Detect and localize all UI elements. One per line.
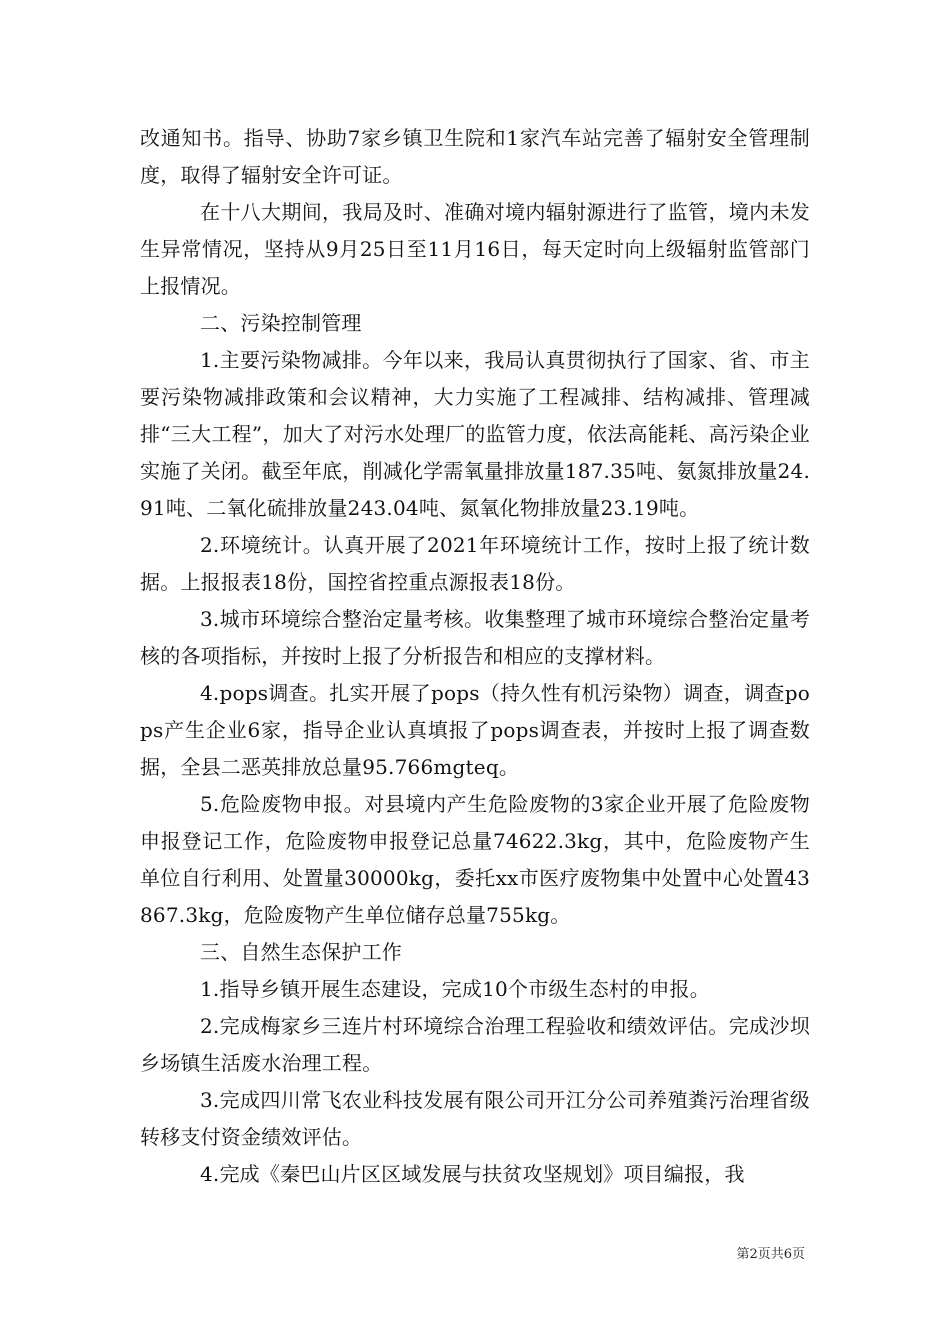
paragraph-meijia-project: 2.完成梅家乡三连片村环境综合治理工程验收和绩效评估。完成沙坝乡场镇生活废水治理工程。 <box>140 1014 810 1075</box>
page-number-footer: 第2页共6页 <box>736 1247 805 1262</box>
paragraph-emission-reduction: 1.主要污染物减排。今年以来，我局认真贯彻执行了国家、省、市主要污染物减排政策和会议精神，大力实施了工程减排、结构减排、管理减排“三大工程”，加大了对污水处理厂的监管力度，依法高能耗、高污染企业实施了关闭。截至年底，削减化学需氧量排放量187.35吨、氨氮排放量24.91吨、二氧化硫排放量243.04吨、氮氧化物排放量23.19吨。 <box>140 348 810 520</box>
paragraph-pops-survey: 4.pops调查。扎实开展了pops（持久性有机污染物）调查，调查pops产生企业6家，指导企业认真填报了pops调查表，并按时上报了调查数据，全县二恶英排放总量95.766mgteq。 <box>140 681 810 779</box>
paragraph-radiation-supervision: 在十八大期间，我局及时、准确对境内辐射源进行了监管，境内未发生异常情况，坚持从9月25日至11月16日，每天定时向上级辐射监管部门上报情况。 <box>140 200 810 298</box>
section-heading-ecology-protection: 三、自然生态保护工作 <box>200 940 402 964</box>
section-heading-pollution-control: 二、污染控制管理 <box>200 311 362 335</box>
paragraph-urban-assessment: 3.城市环境综合整治定量考核。收集整理了城市环境综合整治定量考核的各项指标，并按时上报了分析报告和相应的支撑材料。 <box>140 607 810 668</box>
paragraph-continuation: 改通知书。指导、协助7家乡镇卫生院和1家汽车站完善了辐射安全管理制度，取得了辐射安全许可证。 <box>140 126 810 187</box>
paragraph-hazardous-waste: 5.危险废物申报。对县境内产生危险废物的3家企业开展了危险废物申报登记工作，危险废物申报登记总量74622.3kg，其中，危险废物产生单位自行利用、处置量30000kg，委托xx市医疗废物集中处置中心处置43867.3kg，危险废物产生单位储存总量755kg。 <box>140 792 810 927</box>
paragraph-changfei-evaluation: 3.完成四川常飞农业科技发展有限公司开江分公司养殖粪污治理省级转移支付资金绩效评估。 <box>140 1088 810 1149</box>
paragraph-qinba-planning: 4.完成《秦巴山片区区域发展与扶贫攻坚规划》项目编报，我 <box>200 1162 745 1186</box>
document-body <box>140 120 810 1193</box>
paragraph-environment-statistics: 2.环境统计。认真开展了2021年环境统计工作，按时上报了统计数据。上报报表18份，国控省控重点源报表18份。 <box>140 533 810 594</box>
paragraph-ecological-villages: 1.指导乡镇开展生态建设，完成10个市级生态村的申报。 <box>200 977 710 1001</box>
